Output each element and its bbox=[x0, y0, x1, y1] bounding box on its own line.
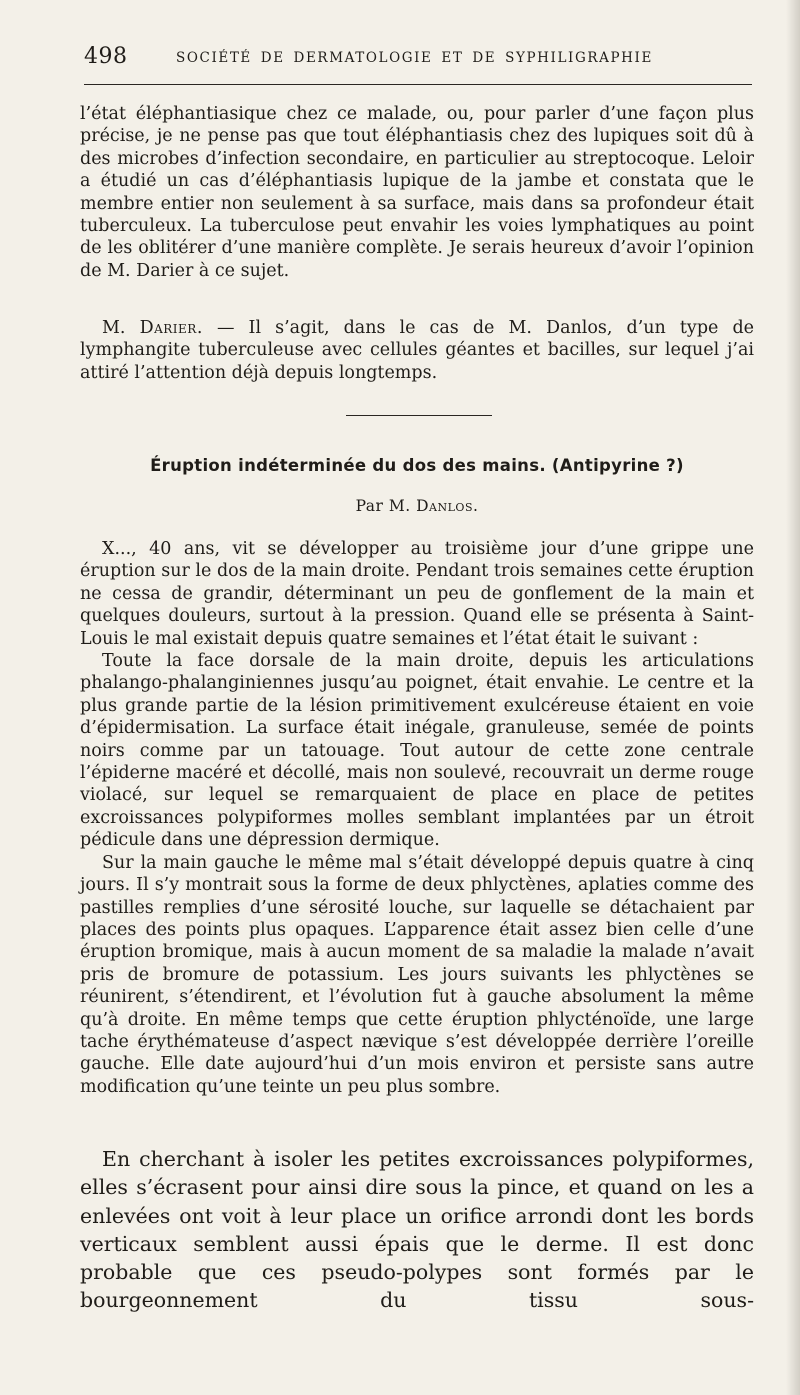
speaker-name: Darier. bbox=[139, 318, 203, 338]
header-rule bbox=[84, 84, 752, 85]
darier-prefix: M. bbox=[102, 318, 140, 338]
darier-paragraph bbox=[80, 317, 754, 384]
author-byline bbox=[80, 497, 754, 515]
continuation-paragraph: l’état éléphantiasique chez ce malade, ou, pour parler d’une façon plus précise, je ne pense pas que tout éléphantiasis chez des lupiques soit dû à des microbes d’infection secondaire, en particulier au streptocoque. Leloir a étudié un cas d’éléphantiasis lupique de la jambe et constata que le membre entier non seulement à sa surface, mais dans sa profondeur était tuberculeux. La tuberculose peut envahir les voies lymphatiques au point de les oblitérer d’une manière complète. Je serais heureux d’avoir l’opinion de M. Darier à ce sujet. bbox=[80, 104, 754, 281]
final-paragraph: En cherchant à isoler les petites excroissances polypiformes, elles s’écrasent pour ainsi dire sous la pince, et quand on les a enlevées ont voit à leur place un orifice arrondi dont les bords verticaux semblent aussi épais que le derme. Il est donc probable que ces pseudo-polypes sont formés par le bourgeonnement du tissu sous- bbox=[80, 1147, 754, 1313]
darier-text: — Il s’agit, dans le cas de M. Danlos, d’un type de lymphangite tuberculeuse avec cellules géantes et bacilles, sur lequel j’ai attiré l’attention déjà depuis longtemps. bbox=[80, 318, 755, 383]
byline-prefix: Par M. bbox=[355, 497, 417, 515]
darier-remark-block bbox=[80, 317, 754, 384]
case-paragraph-2: Toute la face dorsale de la main droite, depuis les articulations phalango-phalanginiennes jusqu’au poignet, était envahie. Le centre et la plus grande partie de la lésion primitivement exulcéreuse étaient en voie d’épidermisation. La surface était inégale, granuleuse, semée de points noirs comme par un tatouage. Tout autour de cette zone centrale l’épiderne macéré et décollé, mais non soulevé, recouvrait un derme rouge violacé, sur lequel se remarquaient de place en place de petites excroissances polypiformes molles semblant implantées par un étroit pédicule dans une dépression dermique. bbox=[80, 651, 754, 851]
case-report-block bbox=[80, 538, 754, 1098]
page-edge-shadow bbox=[786, 0, 800, 1395]
case-paragraph-3: Sur la main gauche le même mal s’était développé depuis quatre à cinq jours. Il s’y montrait sous la forme de deux phlyctènes, aplaties comme des pastilles remplies d’une sérosité louche, sur laquelle se détachaient par places des points plus opaques. L’apparence était assez bien celle d’une éruption bromique, mais à aucun moment de sa maladie la malade n’avait pris de bromure de potassium. Les jours suivants les phlyctènes se réunirent, s’étendirent, et l’évolution fut à gauche absolument la même qu’à droite. En même temps que cette éruption phlycténoïde, une large tache érythémateuse d’aspect nævique s’est développée derrière l’oreille gauche. Elle date aujourd’hui d’un mois environ et persiste sans autre modification qu’une teinte un peu plus sombre. bbox=[80, 852, 754, 1097]
case-paragraph-1: X..., 40 ans, vit se développer au troisième jour d’une grippe une éruption sur le dos de la main droite. Pendant trois semaines cette éruption ne cessa de grandir, déterminant un peu de gonflement de la main et quelques douleurs, surtout à la pression. Quand elle se présenta à Saint-Louis le mal existait depuis quatre semaines et l’état était le suivant : bbox=[80, 539, 754, 649]
running-header bbox=[84, 44, 752, 74]
section-title: Éruption indéterminée du dos des mains. (Antipyrine ?) bbox=[150, 456, 684, 475]
section-divider bbox=[346, 415, 492, 416]
continuation-block bbox=[80, 103, 754, 282]
running-title: SOCIÉTÉ DE DERMATOLOGIE ET DE SYPHILIGRAPHIE bbox=[176, 50, 653, 66]
author-name: Danlos. bbox=[416, 497, 479, 515]
final-large-paragraph-block bbox=[80, 1145, 754, 1315]
page-number: 498 bbox=[84, 44, 128, 69]
